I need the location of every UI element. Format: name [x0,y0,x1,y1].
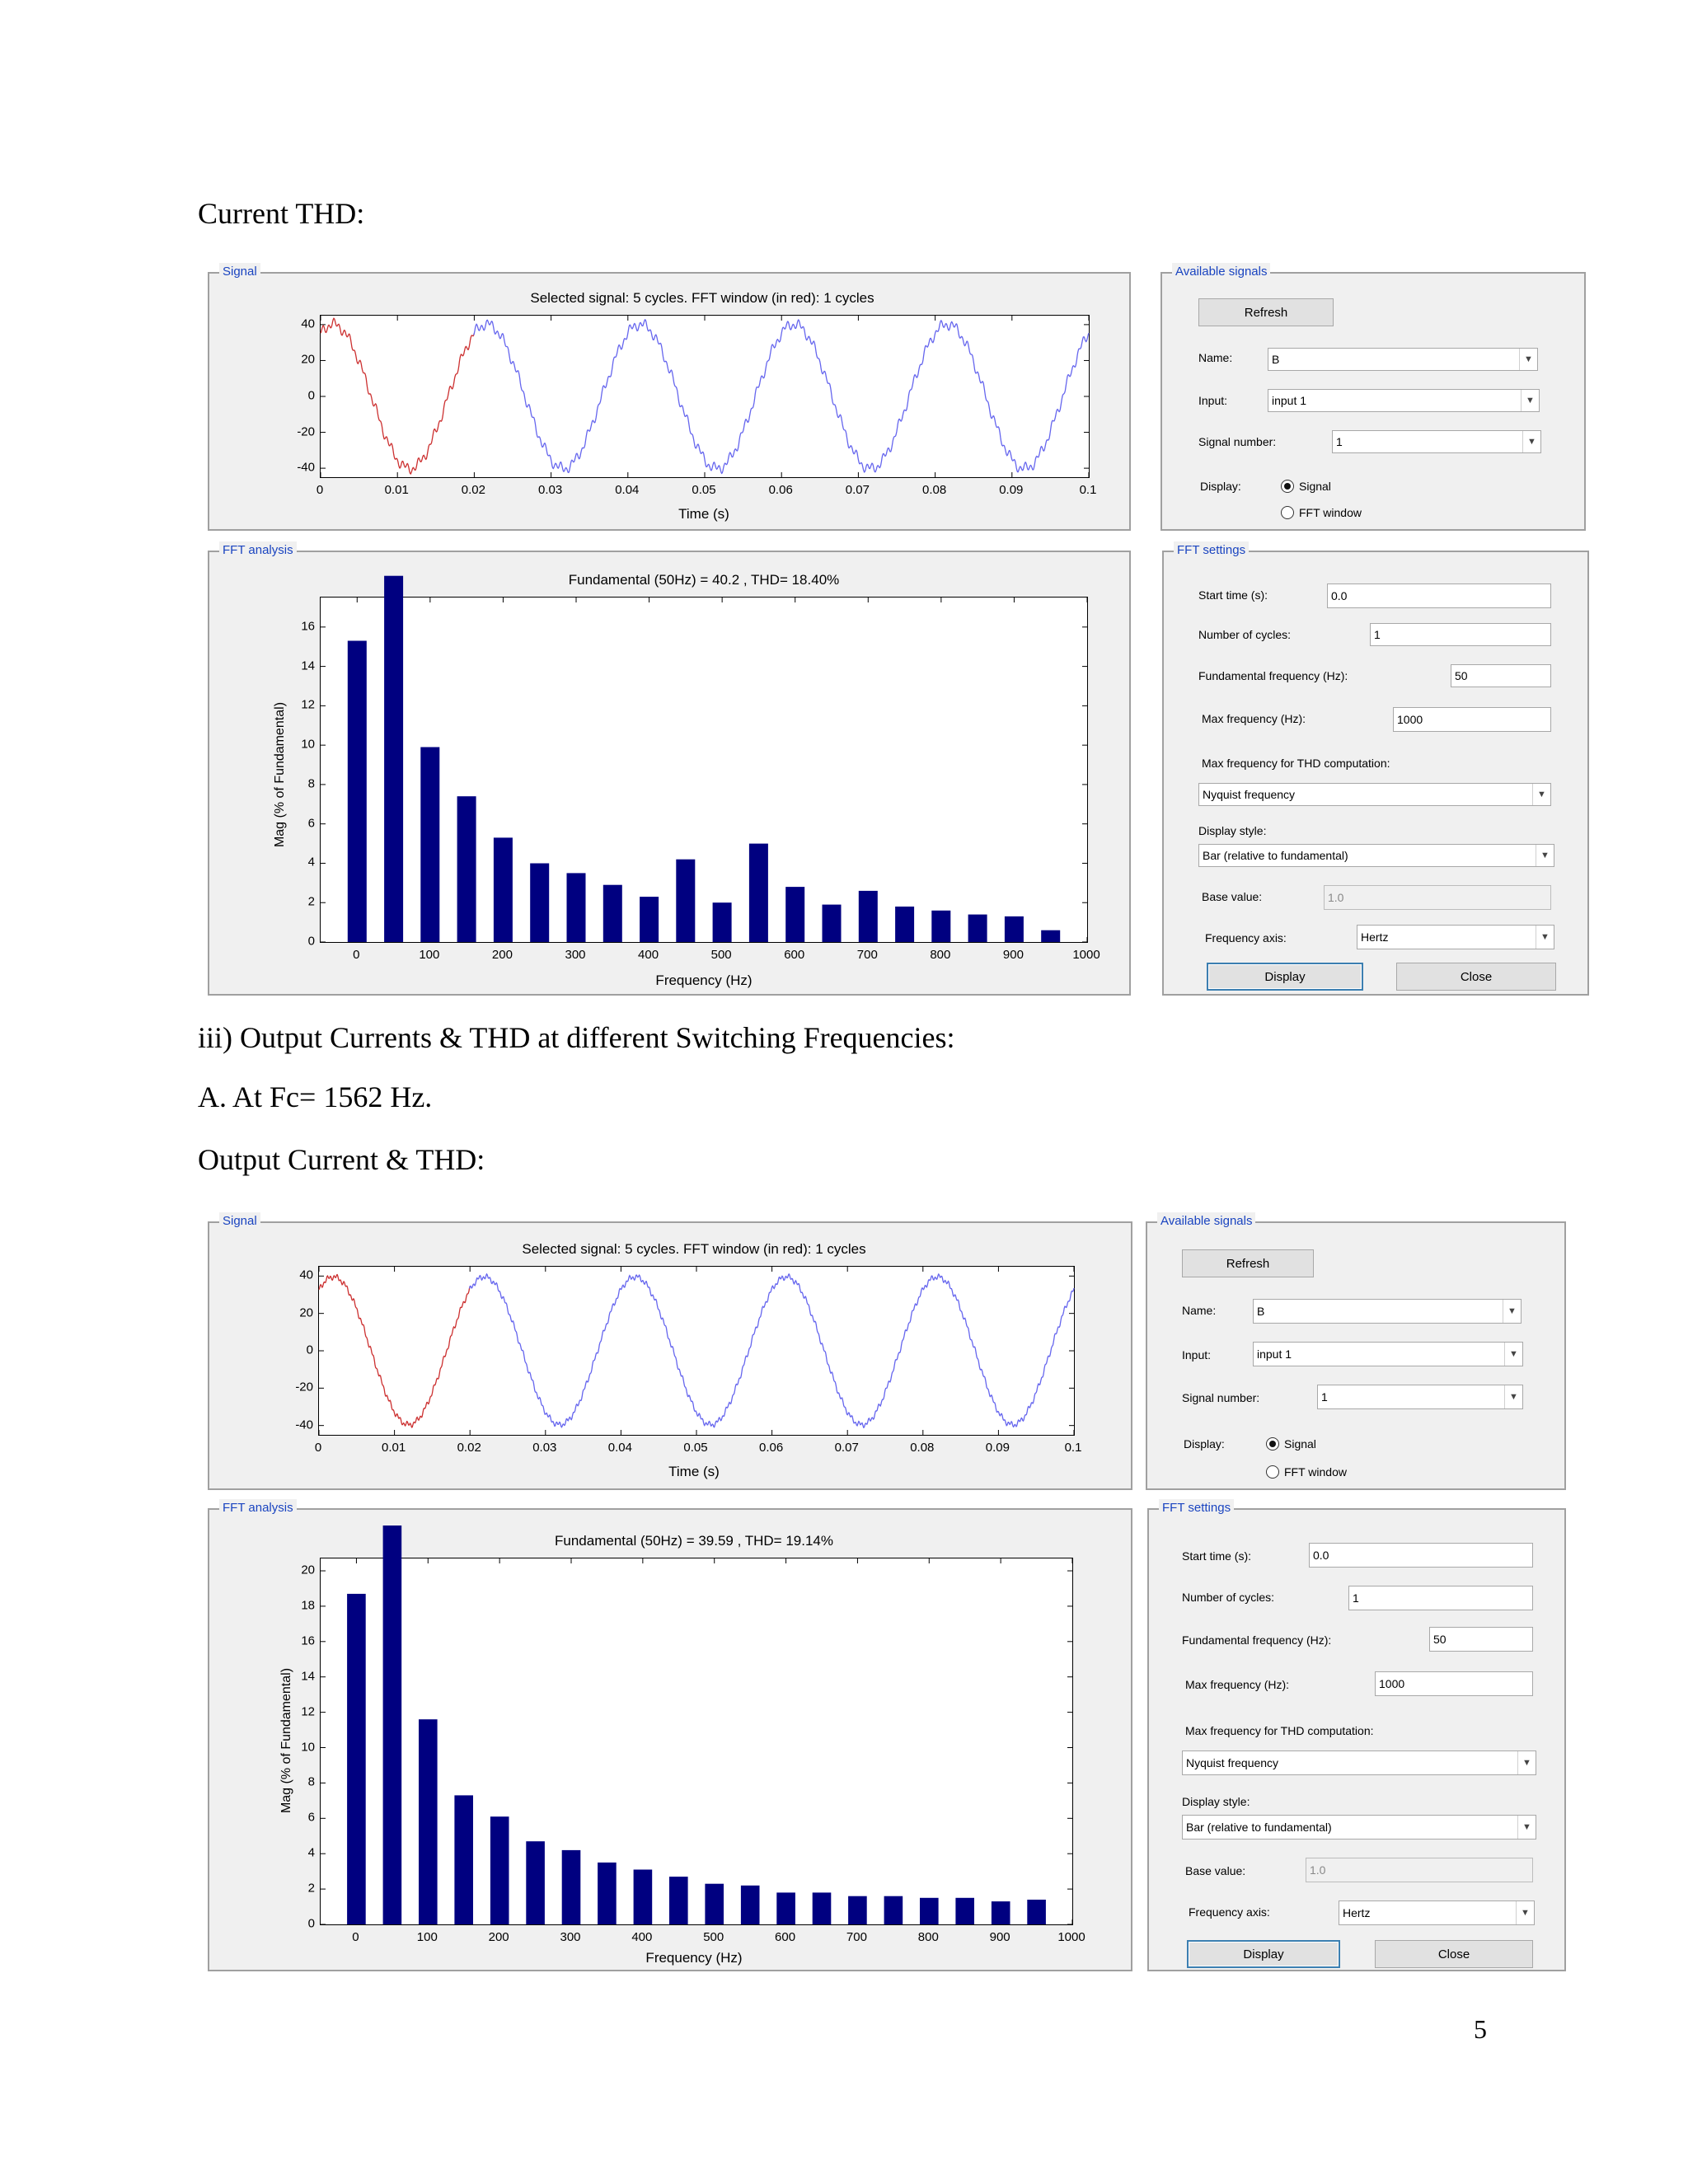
display-button[interactable]: Display [1187,1940,1340,1968]
fft-bar [741,1886,760,1924]
close-button[interactable]: Close [1396,963,1556,991]
time-plot-axes [320,315,1090,478]
input-select[interactable] [1253,1342,1523,1366]
fft-settings-label: FFT settings [1174,541,1249,560]
heading-current-thd: Current THD: [198,197,365,230]
fft-y-label: Mag (% of Fundamental) [273,701,287,848]
base-value-input: 1.0 [1324,885,1551,910]
display-label: Display: [1200,480,1241,493]
y-tick-label: 8 [307,776,315,791]
x-tick-label: 0.06 [758,1441,784,1455]
x-tick-label: 0.07 [845,483,870,497]
max-freq-input[interactable]: 1000 [1375,1671,1533,1696]
fft-bar [968,915,987,942]
fft-bar [530,864,549,943]
available-signals-group [1146,1214,1566,1490]
x-tick-label: 0 [316,483,324,497]
y-tick-label: 0 [307,1916,315,1931]
fft-bar [713,902,732,942]
cycles-label: Number of cycles: [1182,1591,1275,1604]
x-tick-label: 300 [560,1930,581,1944]
thd-max-value: Nyquist frequency [1186,1756,1279,1769]
display-fft-label: FFT window [1299,506,1362,519]
heading-section-iii: iii) Output Currents & THD at different Switching Frequencies: [198,1021,955,1054]
input-value: input 1 [1257,1347,1292,1361]
fundamental-input[interactable]: 50 [1429,1627,1533,1652]
x-tick-label: 900 [1002,948,1024,962]
y-tick-label: 12 [301,1704,315,1719]
x-tick-label: 100 [419,948,440,962]
y-tick-label: 2 [307,894,315,909]
fft-analysis-group [208,543,1131,996]
time-x-label: Time (s) [668,1464,720,1479]
chevron-down-icon: ▼ [1536,845,1554,866]
x-tick-label: 400 [638,948,659,962]
fft-window-trace [319,1275,470,1427]
display-fft-radio[interactable] [1266,1465,1279,1479]
fft-bar [1041,930,1060,942]
x-tick-label: 400 [631,1930,653,1944]
fft-bar [383,1526,402,1924]
name-label: Name: [1198,351,1233,364]
start-time-input[interactable]: 0.0 [1327,583,1551,608]
fft-bar [785,887,804,942]
y-tick-label: 16 [301,619,315,634]
time-plot-axes [318,1266,1075,1436]
freq-axis-value: Hertz [1361,930,1389,944]
y-tick-label: 0 [307,934,315,949]
x-tick-label: 1000 [1057,1930,1085,1944]
fft-settings-group [1162,543,1589,996]
y-tick-label: 10 [301,737,315,752]
chevron-down-icon: ▼ [1504,1385,1522,1408]
x-tick-label: 0.09 [985,1441,1010,1455]
signal-number-label: Signal number: [1182,1391,1260,1404]
fft-bar [749,844,768,942]
fft-settings-label: FFT settings [1159,1499,1234,1517]
time-x-label: Time (s) [678,506,729,522]
x-tick-label: 500 [710,948,732,962]
signal-trace [470,1274,1075,1427]
fft-bar [603,885,622,942]
y-tick-label: 14 [301,1669,315,1684]
fft-bar [992,1901,1010,1924]
signal-group [208,1214,1132,1490]
y-tick-label: 16 [301,1633,315,1648]
display-signal-label: Signal [1284,1437,1316,1451]
x-tick-label: 1000 [1072,948,1100,962]
fft-analysis-label: FFT analysis [219,541,297,560]
y-tick-label: 0 [307,388,315,403]
page-number: 5 [1474,2014,1487,2044]
fft-bar [895,907,914,942]
y-tick-label: 0 [306,1343,313,1357]
x-tick-label: 700 [856,948,878,962]
x-tick-label: 100 [416,1930,438,1944]
fft-bar [526,1841,545,1924]
fft-bar [669,1877,688,1924]
display-style-label: Display style: [1182,1795,1250,1808]
x-tick-label: 0 [352,1930,359,1944]
fft-bar [348,641,367,943]
y-tick-label: 20 [301,352,315,367]
y-tick-label: 12 [301,697,315,712]
name-select[interactable] [1268,348,1538,371]
x-tick-label: 600 [784,948,805,962]
chevron-down-icon: ▼ [1519,349,1537,370]
fft-bar [955,1898,974,1924]
y-tick-label: 20 [301,1563,315,1577]
fft-bar [420,748,439,943]
x-tick-label: 900 [989,1930,1010,1944]
max-freq-label: Max frequency (Hz): [1185,1678,1290,1691]
y-tick-label: 4 [307,1845,315,1860]
close-button[interactable]: Close [1375,1940,1533,1968]
signal-number-value: 1 [1321,1390,1328,1404]
start-time-label: Start time (s): [1182,1549,1252,1563]
fft-bar [347,1594,366,1924]
fft-bar [848,1896,867,1924]
start-time-input[interactable]: 0.0 [1309,1543,1533,1568]
start-time-label: Start time (s): [1198,588,1268,602]
x-tick-label: 700 [846,1930,867,1944]
freq-axis-value: Hertz [1343,1906,1371,1919]
fft-bar [705,1884,724,1924]
time-plot [321,316,1090,479]
x-tick-label: 0.02 [461,483,485,497]
display-fft-radio[interactable] [1281,506,1294,519]
fft-bar [920,1898,939,1924]
base-value-label: Base value: [1185,1864,1246,1877]
thd-max-label: Max frequency for THD computation: [1185,1724,1374,1737]
fft-bar [567,873,586,942]
x-tick-label: 0.03 [532,1441,557,1455]
x-tick-label: 0.05 [683,1441,708,1455]
y-tick-label: 40 [299,1268,313,1282]
fft-bar [640,897,659,942]
max-freq-input[interactable]: 1000 [1393,707,1551,732]
signal-plot-title: Selected signal: 5 cycles. FFT window (in red): 1 cycles [530,290,874,306]
chevron-down-icon: ▼ [1503,1300,1521,1323]
fft-plot-axes [320,1558,1073,1925]
fft-bar [676,860,695,942]
display-style-label: Display style: [1198,824,1267,837]
display-label: Display: [1184,1437,1225,1451]
fft-window-trace [321,318,474,474]
y-tick-label: 40 [301,316,315,331]
x-tick-label: 0.05 [692,483,716,497]
fft-bar [813,1892,832,1924]
x-tick-label: 0.02 [457,1441,481,1455]
fft-bar [859,891,878,942]
fft-bar [1027,1900,1046,1924]
thd-max-select[interactable] [1198,783,1551,806]
display-style-select[interactable] [1182,1815,1536,1840]
y-tick-label: -40 [295,1418,313,1432]
chevron-down-icon: ▼ [1522,431,1540,452]
x-tick-label: 0.06 [768,483,793,497]
fft-bar [419,1719,438,1924]
signal-group-label: Signal [219,1212,260,1230]
fft-bar [884,1896,903,1924]
y-tick-label: 6 [307,816,315,831]
fft-y-label: Mag (% of Fundamental) [279,1667,293,1814]
freq-axis-select[interactable] [1357,925,1554,949]
chevron-down-icon: ▼ [1504,1343,1522,1366]
chevron-down-icon: ▼ [1516,1901,1534,1924]
display-style-value: Bar (relative to fundamental) [1186,1821,1332,1834]
fft-bar [598,1863,617,1924]
base-value-label: Base value: [1202,890,1263,903]
input-label: Input: [1198,394,1228,407]
x-tick-label: 0 [314,1441,322,1455]
freq-axis-label: Frequency axis: [1205,931,1287,944]
x-tick-label: 200 [488,1930,509,1944]
display-signal-radio[interactable] [1281,480,1294,493]
freq-axis-label: Frequency axis: [1189,1905,1270,1919]
signal-number-value: 1 [1336,435,1343,448]
display-style-select[interactable] [1198,844,1554,867]
display-signal-radio[interactable] [1266,1437,1279,1451]
y-tick-label: 20 [299,1305,313,1320]
signal-number-select[interactable] [1317,1385,1523,1409]
fft-bar [634,1870,653,1925]
fft-bar [457,796,476,942]
fundamental-label: Fundamental frequency (Hz): [1198,669,1348,682]
y-tick-label: 2 [307,1881,315,1896]
name-select[interactable] [1253,1299,1522,1324]
fft-bar [562,1850,581,1924]
signal-number-select[interactable] [1332,430,1541,453]
y-tick-label: 14 [301,658,315,673]
chevron-down-icon: ▼ [1532,784,1550,805]
y-tick-label: 4 [307,855,315,869]
y-tick-label: -40 [297,460,315,475]
fft-bar [776,1892,795,1924]
display-fft-label: FFT window [1284,1465,1347,1479]
x-tick-label: 0.04 [607,1441,632,1455]
signal-plot-title: Selected signal: 5 cycles. FFT window (in red): 1 cycles [522,1241,866,1257]
available-signals-group [1160,265,1586,531]
signal-trace [474,320,1089,473]
refresh-button[interactable]: Refresh [1198,298,1334,326]
input-label: Input: [1182,1348,1212,1361]
y-tick-label: 10 [301,1740,315,1754]
max-freq-label: Max frequency (Hz): [1202,712,1306,725]
fft-plot-title: Fundamental (50Hz) = 40.2 , THD= 18.40% [568,572,840,588]
x-tick-label: 600 [775,1930,796,1944]
x-tick-label: 0.03 [537,483,563,497]
fft-bar [494,837,513,942]
freq-axis-select[interactable] [1339,1900,1535,1925]
x-tick-label: 0.01 [384,483,409,497]
heading-output-current: Output Current & THD: [198,1143,485,1176]
y-tick-label: 8 [307,1774,315,1789]
base-value-input: 1.0 [1306,1858,1533,1882]
fft-x-label: Frequency (Hz) [655,972,753,988]
available-signals-label: Available signals [1157,1212,1255,1230]
y-tick-label: -20 [295,1380,313,1394]
cycles-input[interactable]: 1 [1370,623,1551,646]
fft-bar [1005,916,1024,942]
signal-number-label: Signal number: [1198,435,1277,448]
x-tick-label: 0.1 [1079,483,1097,497]
chevron-down-icon: ▼ [1521,390,1539,411]
fft-plot [321,1558,1074,1926]
heading-section-a: A. At Fc= 1562 Hz. [198,1080,433,1113]
fft-analysis-group [208,1501,1132,1971]
available-signals-label: Available signals [1172,263,1270,281]
cycles-label: Number of cycles: [1198,628,1292,641]
x-tick-label: 500 [703,1930,724,1944]
chevron-down-icon: ▼ [1536,926,1554,949]
refresh-button[interactable]: Refresh [1182,1249,1314,1277]
name-value: B [1257,1305,1265,1318]
x-tick-label: 0.08 [910,1441,935,1455]
display-signal-label: Signal [1299,480,1331,493]
y-tick-label: 6 [307,1810,315,1825]
input-value: input 1 [1272,394,1307,407]
x-tick-label: 200 [491,948,513,962]
fft-bar [384,576,403,942]
name-value: B [1272,353,1280,366]
fft-bar [823,905,842,942]
chevron-down-icon: ▼ [1517,1816,1536,1839]
thd-max-label: Max frequency for THD computation: [1202,757,1390,770]
fft-bar [490,1816,509,1924]
x-tick-label: 300 [565,948,586,962]
display-button[interactable]: Display [1207,963,1363,991]
thd-max-value: Nyquist frequency [1203,788,1296,801]
signal-group-label: Signal [219,263,260,281]
chevron-down-icon: ▼ [1517,1751,1536,1774]
fft-plot-axes [320,597,1088,943]
name-label: Name: [1182,1304,1217,1317]
x-tick-label: 0.04 [615,483,640,497]
x-tick-label: 800 [917,1930,939,1944]
time-plot [319,1267,1076,1436]
x-tick-label: 0.08 [921,483,947,497]
y-tick-label: -20 [297,424,315,439]
display-style-value: Bar (relative to fundamental) [1203,849,1348,862]
fundamental-input[interactable]: 50 [1451,664,1551,687]
x-tick-label: 0 [353,948,360,962]
signal-group [208,265,1131,531]
x-tick-label: 0.07 [834,1441,859,1455]
thd-max-select[interactable] [1182,1750,1536,1775]
fft-plot-title: Fundamental (50Hz) = 39.59 , THD= 19.14% [555,1533,833,1549]
x-tick-label: 0.1 [1064,1441,1082,1455]
cycles-input[interactable]: 1 [1348,1586,1533,1610]
fft-x-label: Frequency (Hz) [645,1950,743,1966]
x-tick-label: 0.01 [381,1441,406,1455]
fft-plot [321,598,1089,944]
fft-analysis-label: FFT analysis [219,1499,297,1517]
y-tick-label: 18 [301,1598,315,1613]
fft-bar [454,1795,473,1924]
x-tick-label: 800 [930,948,951,962]
x-tick-label: 0.09 [999,483,1024,497]
input-select[interactable] [1268,389,1540,412]
fft-settings-group [1147,1501,1566,1971]
fundamental-label: Fundamental frequency (Hz): [1182,1633,1332,1647]
fft-bar [931,911,950,942]
